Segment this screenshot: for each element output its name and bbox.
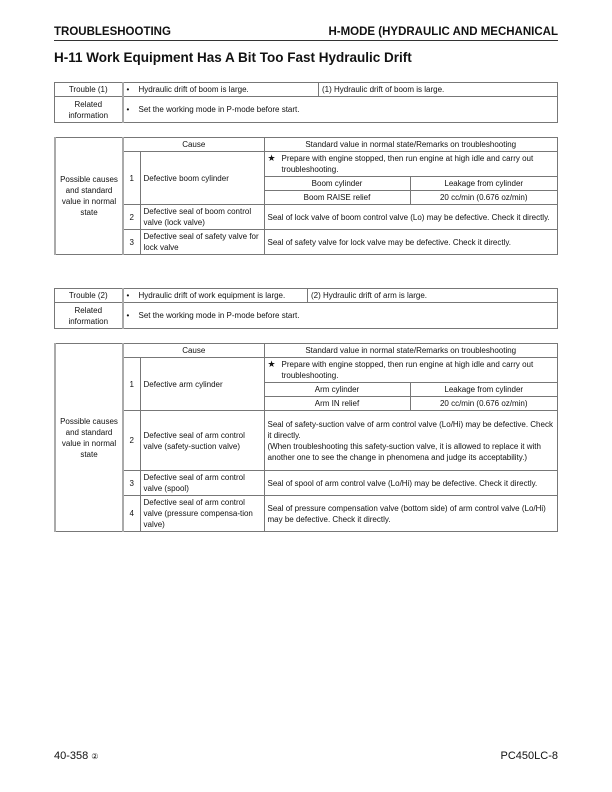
cause-remark: Seal of lock valve of boom control valve (Lo) may be defective. Check it directly.	[264, 205, 558, 230]
causes-side-label: Possible causes and standard value in normal state	[55, 138, 123, 255]
sub-value: 20 cc/min (0.676 oz/min)	[410, 191, 558, 205]
star-icon: ★	[267, 359, 276, 369]
page-title: H-11 Work Equipment Has A Bit Too Fast Hydraulic Drift	[54, 50, 412, 65]
sub-header: Leakage from cylinder	[410, 383, 558, 397]
cause-remark: Seal of spool of arm control valve (Lo/Hi) may be defective. Check it directly.	[264, 471, 558, 496]
col-cause: Cause	[123, 138, 264, 152]
cause-num: 3	[123, 471, 140, 496]
page-number: 40-358 ②	[54, 750, 99, 762]
cause-text: Defective seal of arm control valve (spool)	[140, 471, 264, 496]
sub-header: Arm cylinder	[264, 383, 410, 397]
chapter-label: H-MODE (HYDRAULIC AND MECHANICAL	[328, 26, 558, 38]
causes-2-table	[54, 343, 558, 532]
cause-text: Defective boom cylinder	[140, 152, 264, 205]
trouble-2-table	[54, 288, 558, 329]
page-header	[54, 26, 558, 41]
causes-side-label: Possible causes and standard value in normal state	[55, 344, 123, 532]
trouble-label: Trouble (1)	[55, 83, 123, 97]
sub-header: Boom cylinder	[264, 177, 410, 191]
sub-value: 20 cc/min (0.676 oz/min)	[410, 397, 558, 411]
cause-text: Defective seal of arm control valve (safety-suction valve)	[140, 411, 264, 471]
related-label: Related information	[55, 97, 123, 123]
related-info: • Set the working mode in P-mode before start.	[123, 303, 558, 329]
cause-num: 1	[123, 152, 140, 205]
cause-text: Defective seal of safety valve for lock valve	[140, 230, 264, 255]
cause-num: 3	[123, 230, 140, 255]
model-name: PC450LC-8	[500, 750, 558, 762]
cause-text: Defective seal of boom control valve (lock valve)	[140, 205, 264, 230]
sub-value: Arm IN relief	[264, 397, 410, 411]
trouble-symptom: • Hydraulic drift of boom is large.	[123, 83, 319, 97]
cause-remark: Seal of safety-suction valve of arm control valve (Lo/Hi) may be defective. Check it directly. (When troubleshooting this safety-suction valve, it is allowed to replace it with another one to see the change in phenomena and judge its acceptability.)	[264, 411, 558, 471]
col-remarks: Standard value in normal state/Remarks on troubleshooting	[264, 138, 558, 152]
section-label: TROUBLESHOOTING	[54, 26, 171, 38]
cause-num: 2	[123, 205, 140, 230]
star-icon: ★	[267, 153, 276, 163]
col-remarks: Standard value in normal state/Remarks on troubleshooting	[264, 344, 558, 358]
cause-num: 2	[123, 411, 140, 471]
trouble-detail: (2) Hydraulic drift of arm is large.	[308, 289, 558, 303]
related-label: Related information	[55, 303, 123, 329]
trouble-symptom: • Hydraulic drift of work equipment is large.	[123, 289, 308, 303]
sub-header: Leakage from cylinder	[410, 177, 558, 191]
sub-value: Boom RAISE relief	[264, 191, 410, 205]
causes-1-table	[54, 137, 558, 255]
prep-note: ★ Prepare with engine stopped, then run engine at high idle and carry out troubleshooting.	[264, 358, 558, 383]
cause-text: Defective arm cylinder	[140, 358, 264, 411]
cause-num: 4	[123, 496, 140, 532]
cause-remark: Seal of safety valve for lock valve may be defective. Check it directly.	[264, 230, 558, 255]
cause-text: Defective seal of arm control valve (pressure compensa-tion valve)	[140, 496, 264, 532]
trouble-label: Trouble (2)	[55, 289, 123, 303]
cause-remark: Seal of pressure compensation valve (bottom side) of arm control valve (Lo/Hi) may be defective. Check it directly.	[264, 496, 558, 532]
cause-num: 1	[123, 358, 140, 411]
revision-mark: ②	[91, 752, 99, 761]
related-info: • Set the working mode in P-mode before start.	[123, 97, 558, 123]
prep-note: ★ Prepare with engine stopped, then run engine at high idle and carry out troubleshooting.	[264, 152, 558, 177]
trouble-1-table	[54, 82, 558, 123]
col-cause: Cause	[123, 344, 264, 358]
trouble-detail: (1) Hydraulic drift of boom is large.	[319, 83, 558, 97]
